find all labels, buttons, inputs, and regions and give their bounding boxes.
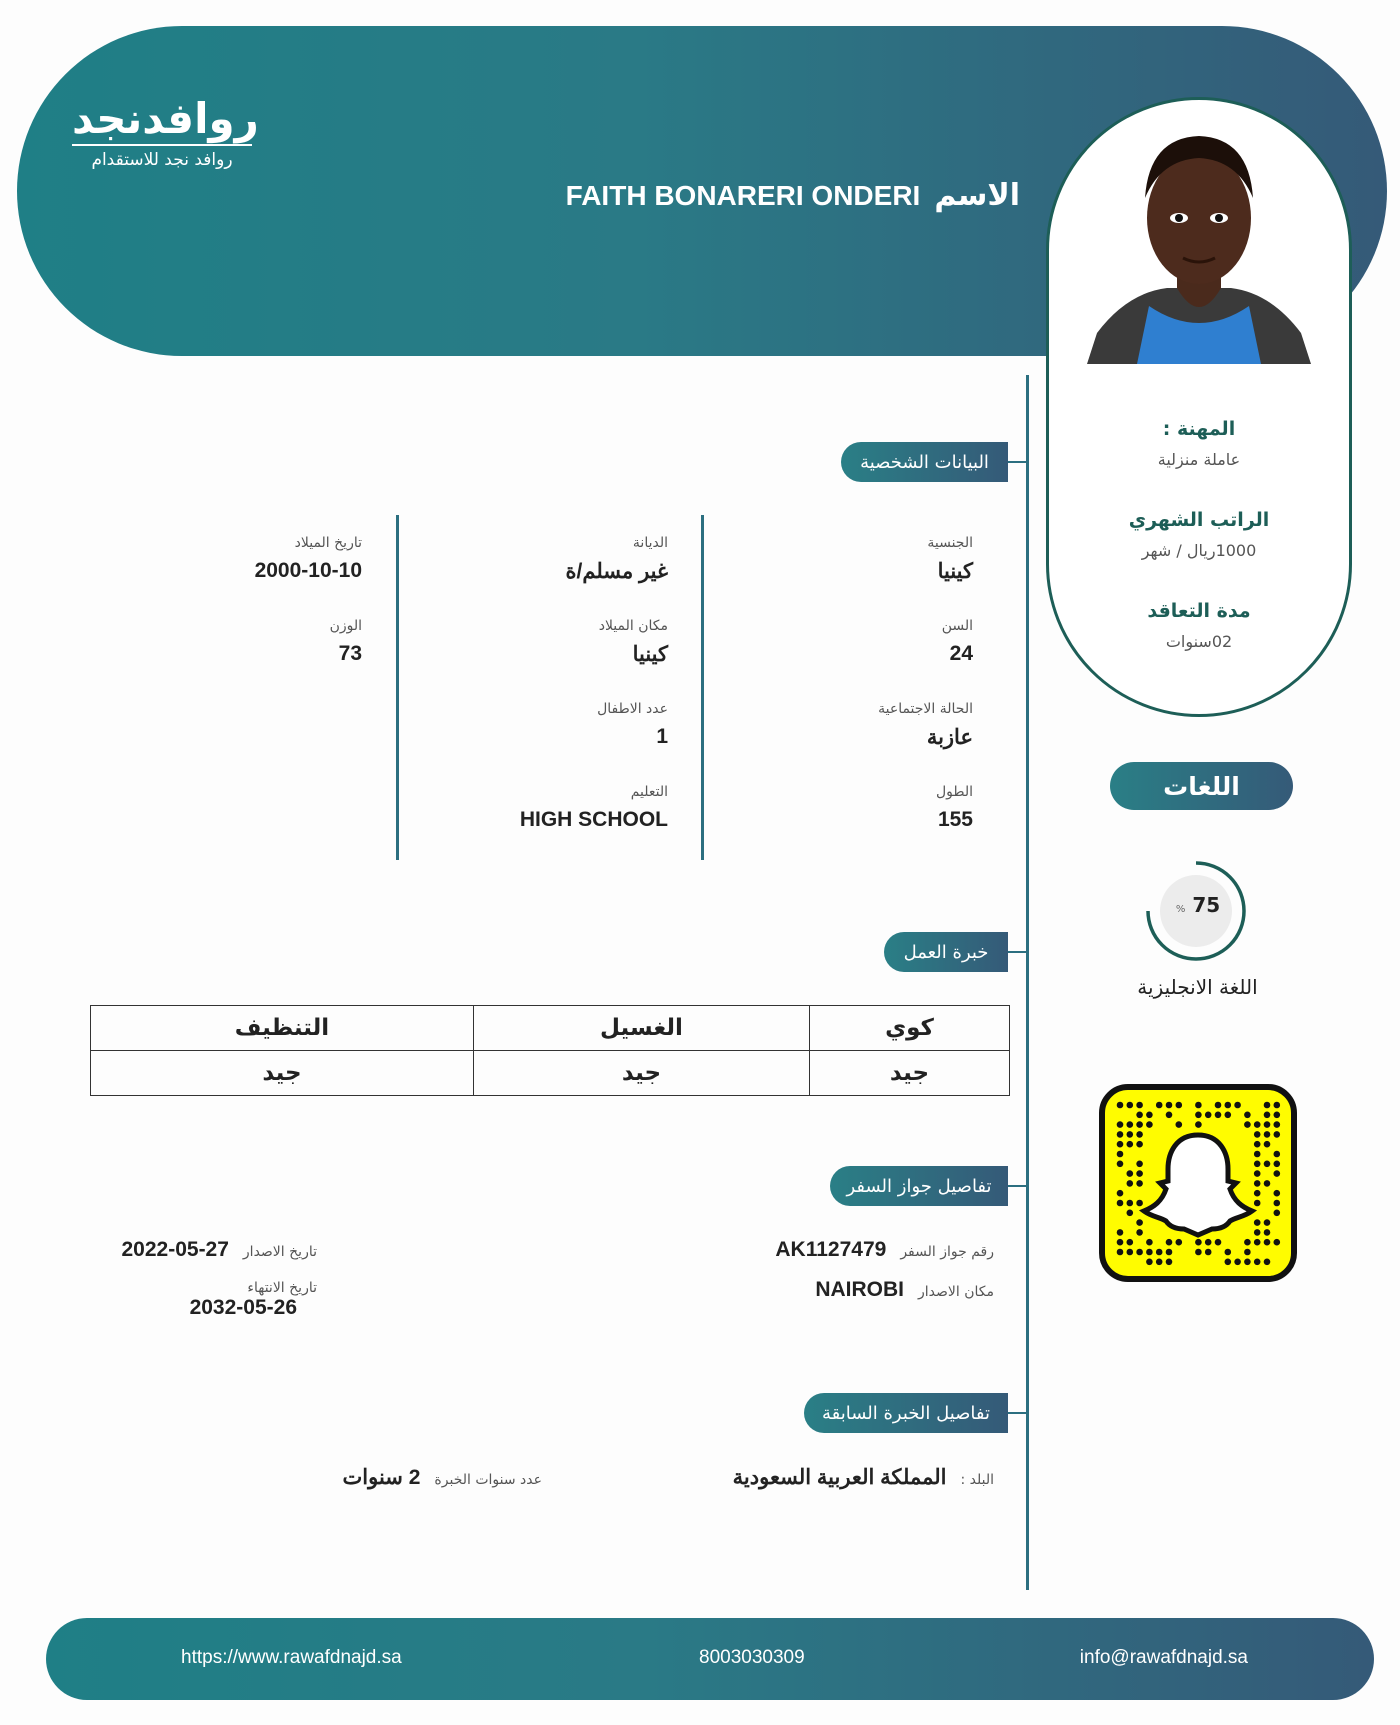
snapcode-dot <box>1136 1249 1143 1256</box>
snapcode-dot <box>1254 1259 1261 1266</box>
snapcode-dot <box>1136 1170 1143 1177</box>
snapcode-dot <box>1136 1102 1143 1109</box>
snapcode-dot <box>1254 1121 1261 1128</box>
snapcode-dot <box>1264 1112 1271 1119</box>
field-value: 2 سنوات <box>342 1466 421 1489</box>
snapcode-dot <box>1274 1210 1281 1217</box>
snapcode-dot <box>1117 1161 1124 1168</box>
percent-value: 75 <box>1192 893 1221 917</box>
snapcode-dot <box>1244 1121 1251 1128</box>
snapcode-dot <box>1127 1200 1134 1207</box>
salary-value: 1000ريال / شهر <box>1141 541 1257 560</box>
job-value: عاملة منزلية <box>1157 450 1241 469</box>
snapcode-dot <box>1127 1170 1134 1177</box>
snapcode-dot <box>1156 1249 1163 1256</box>
snapcode-dot <box>1136 1141 1143 1148</box>
snapcode-dot <box>1146 1259 1153 1266</box>
snapcode-dot <box>1264 1219 1271 1226</box>
contract-field <box>1049 600 1349 651</box>
logo-mark: روافدنجد <box>72 94 259 143</box>
snapcode-dot <box>1127 1121 1134 1128</box>
previous-years <box>343 1465 543 1490</box>
contract-value: 02سنوات <box>1165 632 1233 651</box>
snapcode-dot <box>1274 1161 1281 1168</box>
passport-expiry-date <box>190 1280 317 1320</box>
field-value: 2032-05-26 <box>189 1296 297 1319</box>
snapcode-dot <box>1264 1121 1271 1128</box>
snapcode-dot <box>1264 1229 1271 1236</box>
snapcode-dot <box>1127 1131 1134 1138</box>
table-row <box>91 1006 1010 1051</box>
snapcode-dot <box>1117 1190 1124 1197</box>
field-label: تاريخ الانتهاء <box>247 1280 317 1296</box>
snapcode-dot <box>1225 1249 1232 1256</box>
field-label: التعليم <box>630 784 668 800</box>
snapcode-dot <box>1146 1112 1153 1119</box>
snapcode-dot <box>1136 1131 1143 1138</box>
column-divider <box>396 515 399 860</box>
snapcode-dot <box>1176 1102 1183 1109</box>
column-divider <box>701 515 704 860</box>
snapcode-dot <box>1117 1249 1124 1256</box>
snapcode-dot <box>1117 1239 1124 1246</box>
field-value: 1 <box>656 725 668 748</box>
snapcode-dot <box>1264 1102 1271 1109</box>
snapcode-dot <box>1225 1112 1232 1119</box>
skills-table <box>90 1005 1010 1096</box>
job-label: المهنة : <box>1162 418 1236 440</box>
snapcode-dot <box>1136 1200 1143 1207</box>
snapcode-dot <box>1215 1102 1222 1109</box>
field-dob <box>255 535 362 583</box>
field-value: 155 <box>937 808 973 831</box>
snapcode-dot <box>1136 1180 1143 1187</box>
field-label: عدد الاطفال <box>597 701 668 717</box>
snapcode-dot <box>1127 1239 1134 1246</box>
snapcode-dot <box>1264 1141 1271 1148</box>
snapcode-dot <box>1264 1131 1271 1138</box>
skill-level: جيد <box>810 1051 1010 1096</box>
snapcode-dot <box>1205 1239 1212 1246</box>
logo-subtitle: روافد نجد للاستقدام <box>91 150 233 170</box>
snapcode-dot <box>1215 1112 1222 1119</box>
language-percent <box>1168 893 1228 917</box>
field-value: 24 <box>949 642 973 665</box>
snapcode-dot <box>1264 1239 1271 1246</box>
snapcode-dot <box>1244 1112 1251 1119</box>
snapcode-dot <box>1274 1151 1281 1158</box>
snapcode-dot <box>1176 1239 1183 1246</box>
snapcode-dot <box>1127 1210 1134 1217</box>
languages-title: اللغات <box>1110 762 1293 810</box>
field-label: الديانة <box>632 535 668 551</box>
job-field <box>1049 418 1349 469</box>
snapcode-dot <box>1254 1219 1261 1226</box>
field-children <box>597 701 668 749</box>
field-label: تاريخ الاصدار <box>242 1244 317 1260</box>
field-value: HIGH SCHOOL <box>519 808 668 831</box>
snapcode-dot <box>1166 1102 1173 1109</box>
snapcode-dot <box>1166 1112 1173 1119</box>
snapcode-dot <box>1195 1112 1202 1119</box>
snapcode-dot <box>1274 1112 1281 1119</box>
field-value: المملكة العربية السعودية <box>732 1466 947 1489</box>
footer-bar <box>46 1618 1374 1700</box>
snapcode-dot <box>1244 1249 1251 1256</box>
snapcode-dot <box>1117 1229 1124 1236</box>
contract-label: مدة التعاقد <box>1147 600 1251 622</box>
passport-issue-date <box>122 1238 318 1262</box>
section-personal: البيانات الشخصية <box>841 442 1008 482</box>
snapcode-dot <box>1195 1249 1202 1256</box>
section-passport: تفاصيل جواز السفر <box>830 1166 1008 1206</box>
field-value: كينيا <box>937 560 973 583</box>
snapcode-dot <box>1205 1249 1212 1256</box>
candidate-photo <box>1087 118 1311 364</box>
snapcode-dot <box>1274 1190 1281 1197</box>
snapcode-dot <box>1195 1239 1202 1246</box>
snapcode-dot <box>1195 1121 1202 1128</box>
snapcode-qr[interactable] <box>1098 1083 1298 1283</box>
snapcode-dot <box>1254 1190 1261 1197</box>
snapcode-dot <box>1215 1239 1222 1246</box>
snapcode-dot <box>1127 1180 1134 1187</box>
field-label: رقم جواز السفر <box>900 1244 994 1260</box>
field-value: NAIROBI <box>815 1278 904 1301</box>
field-age <box>942 618 973 666</box>
timeline-line <box>1026 375 1029 1590</box>
snapcode-dot <box>1136 1229 1143 1236</box>
name-label: الاسم <box>934 178 1020 213</box>
snapcode-dot <box>1254 1200 1261 1207</box>
snapcode-dot <box>1127 1249 1134 1256</box>
footer-website-link[interactable]: https://www.rawafdnajd.sa <box>181 1647 402 1668</box>
field-value: عازبة <box>926 726 973 749</box>
snapcode-dot <box>1274 1121 1281 1128</box>
snapcode-dot <box>1274 1102 1281 1109</box>
footer-email-link[interactable]: info@rawafdnajd.sa <box>1079 1647 1248 1668</box>
snapcode-dot <box>1127 1102 1134 1109</box>
salary-field <box>1049 509 1349 560</box>
table-row <box>91 1051 1010 1096</box>
snapcode-dot <box>1117 1151 1124 1158</box>
field-birthplace <box>599 618 668 667</box>
snapcode-dot <box>1274 1200 1281 1207</box>
snapcode-dot <box>1234 1259 1241 1266</box>
snapcode-dot <box>1166 1259 1173 1266</box>
field-label: الطول <box>935 784 973 800</box>
snapcode-dot <box>1176 1121 1183 1128</box>
salary-label: الراتب الشهري <box>1128 509 1270 531</box>
field-label: الجنسية <box>927 535 973 551</box>
field-label: البلد : <box>960 1472 994 1488</box>
logo-divider <box>72 144 252 146</box>
snapcode-dot <box>1136 1219 1143 1226</box>
section-previous: تفاصيل الخبرة السابقة <box>804 1393 1008 1433</box>
snapcode-dot <box>1254 1239 1261 1246</box>
snapcode-dot <box>1254 1180 1261 1187</box>
field-label: الحالة الاجتماعية <box>878 701 973 717</box>
field-height <box>936 784 973 832</box>
snapcode-dot <box>1244 1259 1251 1266</box>
language-name: اللغة الانجليزية <box>1137 975 1258 999</box>
snapcode-dot <box>1117 1102 1124 1109</box>
snapcode-dot <box>1225 1102 1232 1109</box>
skill-header: الغسيل <box>473 1006 809 1051</box>
field-value: 2000-10-10 <box>254 559 362 582</box>
field-value: 73 <box>338 642 362 665</box>
snapcode-dot <box>1274 1239 1281 1246</box>
candidate-name: FAITH BONARERI ONDERI <box>565 179 921 211</box>
snapcode-dot <box>1234 1102 1241 1109</box>
snapcode-dot <box>1127 1141 1134 1148</box>
skill-header: التنظيف <box>91 1006 474 1051</box>
snapcode-dot <box>1254 1170 1261 1177</box>
field-label: تاريخ الميلاد <box>294 535 362 551</box>
snapcode-dot <box>1274 1131 1281 1138</box>
percent-unit: % <box>1175 904 1186 915</box>
field-value: AK1127479 <box>775 1238 887 1261</box>
snapcode-dot <box>1195 1102 1202 1109</box>
snapcode-dot <box>1117 1121 1124 1128</box>
snapcode-dot <box>1136 1161 1143 1168</box>
snapcode-dot <box>1136 1112 1143 1119</box>
field-value: 2022-05-27 <box>121 1238 229 1261</box>
snapcode-dot <box>1156 1102 1163 1109</box>
snapcode-dot <box>1264 1161 1271 1168</box>
field-value: غير مسلم/ة <box>565 560 668 583</box>
field-weight <box>330 618 362 666</box>
snapcode-dot <box>1264 1259 1271 1266</box>
snapcode-dot <box>1146 1249 1153 1256</box>
snapcode-dot <box>1254 1151 1261 1158</box>
skill-header: كوي <box>810 1006 1010 1051</box>
snapcode-dot <box>1117 1131 1124 1138</box>
snapcode-dot <box>1254 1161 1261 1168</box>
snapcode-dot <box>1166 1249 1173 1256</box>
snapcode-dot <box>1117 1141 1124 1148</box>
passport-number <box>775 1238 994 1262</box>
snapcode-dot <box>1205 1112 1212 1119</box>
field-label: عدد سنوات الخبرة <box>434 1472 542 1488</box>
snapcode-dot <box>1117 1200 1124 1207</box>
name-row <box>566 178 1020 213</box>
company-logo <box>72 94 259 170</box>
field-label: الوزن <box>329 618 362 634</box>
snapcode-dot <box>1156 1259 1163 1266</box>
section-experience: خبرة العمل <box>884 932 1008 972</box>
snapcode-dot <box>1146 1121 1153 1128</box>
snapcode-dot <box>1264 1180 1271 1187</box>
field-nationality <box>927 535 973 584</box>
profile-card <box>1046 97 1352 717</box>
snapcode-dot <box>1244 1239 1251 1246</box>
snapcode-dot <box>1274 1170 1281 1177</box>
skill-level: جيد <box>91 1051 474 1096</box>
snapcode-dot <box>1254 1229 1261 1236</box>
snapcode-dot <box>1225 1259 1232 1266</box>
field-value: كينيا <box>632 643 668 666</box>
snapcode-dot <box>1136 1121 1143 1128</box>
field-education <box>520 784 668 832</box>
field-label: مكان الميلاد <box>598 618 668 634</box>
skill-level: جيد <box>473 1051 809 1096</box>
snapcode-dot <box>1146 1239 1153 1246</box>
field-marital <box>878 701 973 750</box>
field-label: مكان الاصدار <box>918 1284 994 1300</box>
previous-country <box>733 1465 994 1490</box>
field-label: السن <box>941 618 973 634</box>
snapcode-dot <box>1254 1131 1261 1138</box>
footer-phone[interactable]: 8003030309 <box>699 1647 805 1668</box>
snapcode-dot <box>1166 1239 1173 1246</box>
snapcode-dot <box>1254 1141 1261 1148</box>
passport-place <box>815 1278 994 1302</box>
field-religion <box>566 535 669 584</box>
